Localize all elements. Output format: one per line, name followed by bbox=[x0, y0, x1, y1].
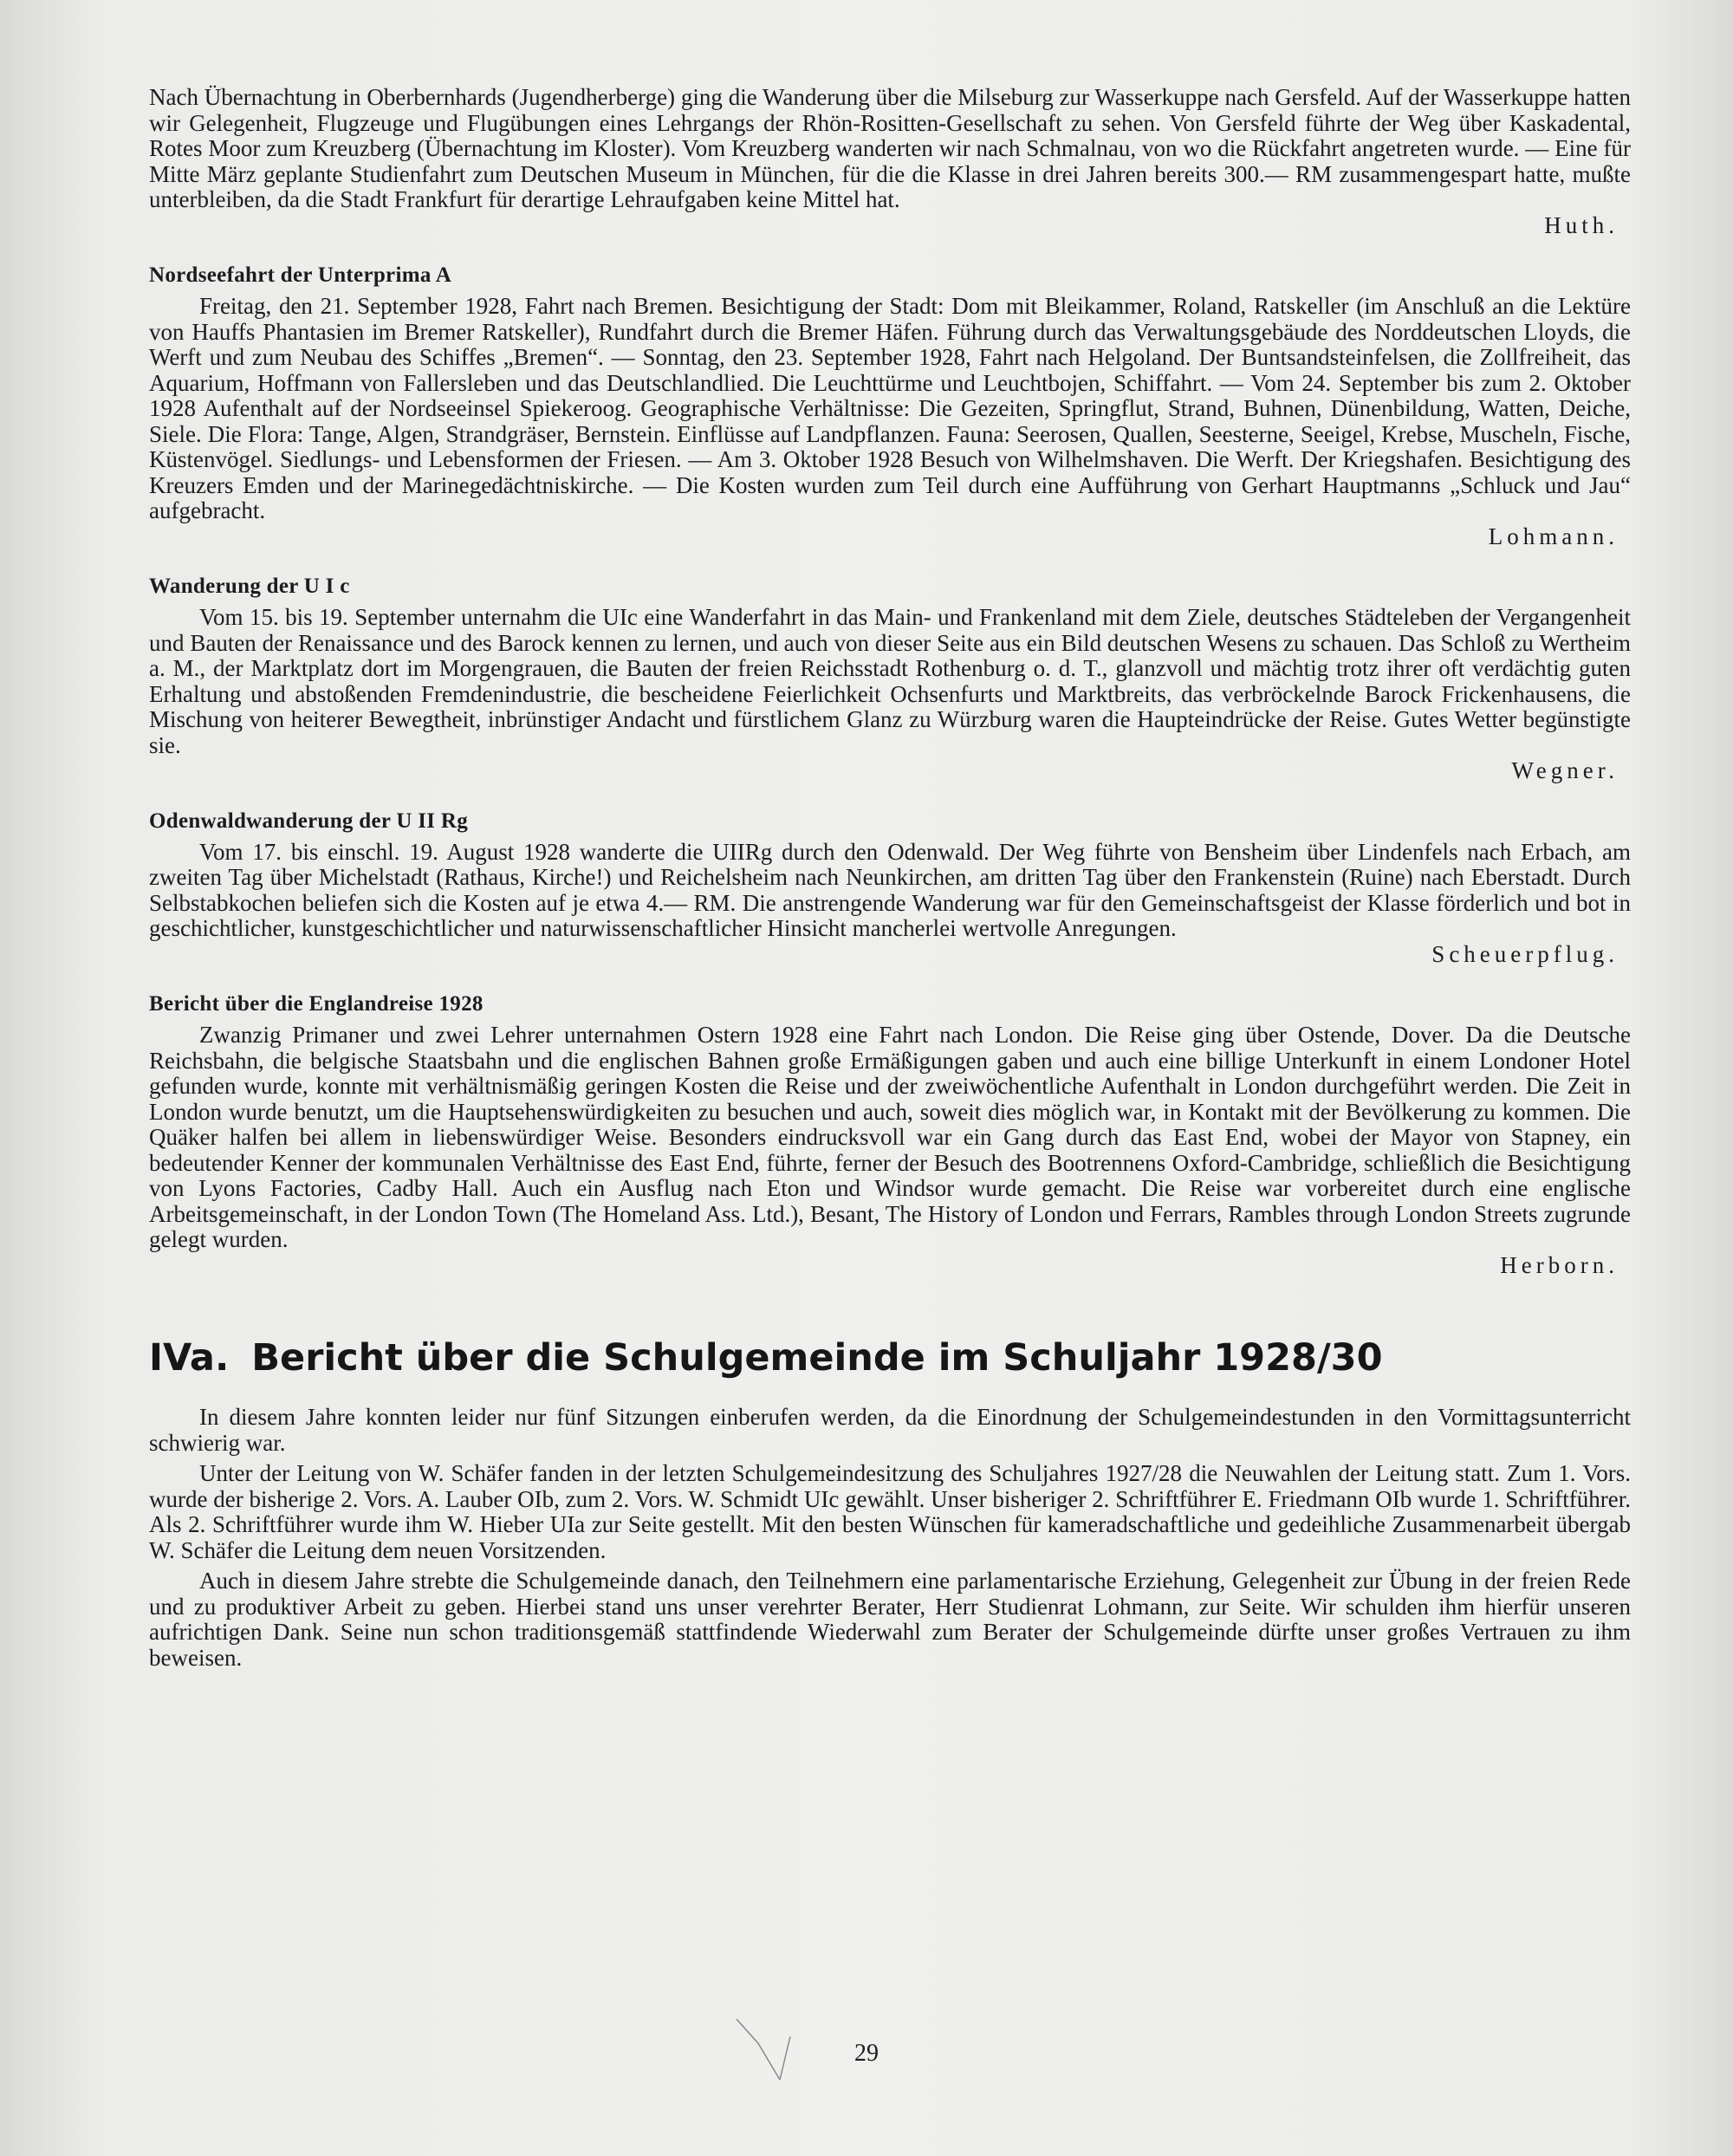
intro-signature: Huth. bbox=[1544, 211, 1619, 238]
section-signature: Herborn. bbox=[1500, 1251, 1619, 1278]
section-text: Vom 15. bis 19. September unternahm die UIc eine Wanderfahrt in das Main- und Frankenland mit dem Ziele, deutsches Städteleben der Vergangenheit und Bauten der Renaissance und des Barock kennen zu lernen, und auch von dieser Seite aus ein Bild deutschen Wesens zu schauen. Das Schloß zu Wertheim a. M., der Marktplatz dort im Morgengrauen, die Bauten der freien Reichsstadt Rothenburg o. d. T., glanzvoll und mächtig trotz ihrer oft verdächtig guten Erhaltung und abstoßenden Fremdenindustrie, die bescheidene Feierlichkeit Ochsenfurts und Marktbreits, das verbröckelnde Barock Frickenhausens, die Mischung von heiterer Bewegtheit, inbrünstiger Andacht und fürstlichem Glanz zu Würzburg waren die Haupteindrücke der Reise. Gutes Wetter begünstigte sie. bbox=[149, 604, 1631, 758]
section-englandreise bbox=[149, 991, 1631, 1278]
text-column bbox=[149, 85, 1631, 1671]
chapter-number: IVa. bbox=[149, 1336, 230, 1380]
section-wanderung-uic bbox=[149, 574, 1631, 784]
chapter-paragraph: In diesem Jahre konnten leider nur fünf Sitzungen einberufen werden, da die Einordnung der Schulgemeindestunden in den Vormittagsunterricht schwierig war. bbox=[149, 1404, 1631, 1456]
intro-paragraph: Nach Übernachtung in Oberbernhards (Jugendherberge) ging die Wanderung über die Milseburg zur Wasserkuppe nach Gersfeld. Auf der Wasserkuppe hatten wir Gelegenheit, Flugzeuge und Flugübungen eines Lehrgangs der Rhön-Rositten-Gesellschaft zu sehen. Von Gersfeld führte der Weg über Kaskadental, Rotes Moor zum Kreuzberg (Übernachtung im Kloster). Vom Kreuzberg wanderten wir nach Schmalnau, von wo die Rückfahrt angetreten wurde. — Eine für Mitte März geplante Studienfahrt zum Deutschen Museum in München, für die die Klasse in drei Jahren bereits 300.— RM zusammengespart hatte, mußte unterbleiben, da die Stadt Frankfurt für derartige Lehraufgaben keine Mittel hat. bbox=[149, 84, 1631, 212]
page-number: 29 bbox=[854, 2040, 879, 2067]
chapter-paragraph: Auch in diesem Jahre strebte die Schulgemeinde danach, den Teilnehmern eine parlamentarische Erziehung, Gelegenheit zur Übung in der freien Rede und zu produktiver Arbeit zu geben. Hierbei stand uns unser verehrter Berater, Herr Studienrat Lohmann, zur Seite. Wir schulden ihm hierfür unseren aufrichtigen Dank. Seine nun schon traditionsgemäß stattfindende Wiederwahl zum Berater der Schulgemeinde dürfte unser großes Vertrauen zu ihm beweisen. bbox=[149, 1568, 1631, 1671]
section-heading: Nordseefahrt der Unterprima A bbox=[149, 263, 452, 287]
section-signature: Wegner. bbox=[1511, 757, 1619, 783]
section-signature: Lohmann. bbox=[1488, 523, 1619, 549]
section-signature: Scheuerpflug. bbox=[1431, 940, 1619, 967]
section-odenwaldwanderung bbox=[149, 808, 1631, 968]
section-heading: Wanderung der U I c bbox=[149, 575, 350, 598]
section-heading: Odenwaldwanderung der U II Rg bbox=[149, 808, 469, 833]
section-heading: Bericht über die Englandreise 1928 bbox=[149, 992, 484, 1016]
section-text: Vom 17. bis einschl. 19. August 1928 wanderte die UIIRg durch den Odenwald. Der Weg führte von Bensheim über Lindenfels nach Erbach, am zweiten Tag über Michelstadt (Rathaus, Kirche!) und Reichelsheim nach Neunkirchen, am dritten Tag über den Frankenstein (Ruine) nach Eberstadt. Durch Selbstabkochen beliefen sich die Kosten auf je etwa 4.— RM. Die anstrengende Wanderung war für den Gemeinschaftsgeist der Klasse förderlich und bot in geschichtlicher, kunstgeschichtlicher und naturwissenschaftlicher Hinsicht mancherlei wertvolle Anregungen. bbox=[149, 838, 1631, 941]
chapter-heading bbox=[149, 1335, 1631, 1380]
section-text: Freitag, den 21. September 1928, Fahrt nach Bremen. Besichtigung der Stadt: Dom mit Bleikammer, Roland, Ratskeller (im Anschluß an die Lektüre von Hauffs Phantasien im Bremer Ratskeller), Rundfahrt durch die Bremer Häfen. Führung durch das Verwaltungsgebäude des Norddeutschen Lloyds, die Werft und zum Neubau des Schiffes „Bremen“. — Sonntag, den 23. September 1928, Fahrt nach Helgoland. Der Buntsandsteinfelsen, die Zollfreiheit, das Aquarium, Hoffmann von Fallersleben und das Deutschlandlied. Die Leuchttürme und Leuchtbojen, Schiffahrt. — Vom 24. September bis zum 2. Oktober 1928 Aufenthalt auf der Nordseeinsel Spiekeroog. Geographische Verhältnisse: Die Gezeiten, Springflut, Strand, Buhnen, Dünenbildung, Watten, Deiche, Siele. Die Flora: Tange, Algen, Strandgräser, Bernstein. Einflüsse auf Landpflanzen. Fauna: Seerosen, Quallen, Seesterne, Seeigel, Krebse, Muscheln, Fische, Küstenvögel. Siedlungs- und Lebensformen der Friesen. — Am 3. Oktober 1928 Besuch von Wilhelmshaven. Die Werft. Der Kriegshafen. Besichtigung des Kreuzers Emden und der Marinegedächtniskirche. — Die Kosten wurden zum Teil durch eine Aufführung von Gerhart Hauptmanns „Schluck und Jau“ aufgebracht. bbox=[149, 293, 1631, 523]
section-text: Zwanzig Primaner und zwei Lehrer unternahmen Ostern 1928 eine Fahrt nach London. Die Reise ging über Ostende, Dover. Da die Deutsche Reichsbahn, die belgische Staatsbahn und die englischen Bahnen große Ermäßigungen gaben und auch eine billige Unterkunft in einem Londoner Hotel gefunden wurde, konnte mit verhältnismäßig geringen Kosten die Reise und der zweiwöchentliche Aufenthalt in London durchgeführt werden. Die Zeit in London wurde benutzt, um die Hauptsehenswürdigkeiten zu besuchen und auch, soweit dies möglich war, in Kontakt mit der Bevölkerung zu kommen. Die Quäker halfen bei allem in liebenswürdiger Weise. Besonders eindrucksvoll war ein Gang durch das East End, wobei der Mayor von Stapney, ein bedeutender Kenner der kommunalen Verhältnisse des East End, führte, ferner der Besuch des Bootrennens Oxford-Cambridge, schließlich die Besichtigung von Lyons Factories, Cadby Hall. Auch ein Ausflug nach Eton und Windsor wurde gemacht. Die Reise war vorbereitet durch eine englische Arbeitsgemeinschaft, in der London Town (The Homeland Ass. Ltd.), Besant, The History of London und Ferrars, Rambles through London Streets zugrunde gelegt wurden. bbox=[149, 1022, 1631, 1252]
section-nordseefahrt bbox=[149, 263, 1631, 549]
chapter-paragraph: Unter der Leitung von W. Schäfer fanden in der letzten Schulgemeindesitzung des Schuljahres 1927/28 die Neuwahlen der Leitung statt. Zum 1. Vors. wurde der bisherige 2. Vors. A. Lauber OIb, zum 2. Vors. W. Schmidt UIc gewählt. Unser bisheriger 2. Schriftführer E. Friedmann OIb wurde 1. Schriftführer. Als 2. Schriftführer wurde ihm W. Hieber UIa zur Seite gestellt. Mit den besten Wünschen für kameradschaftliche und gedeihliche Zusammenarbeit übergab W. Schäfer die Leitung dem neuen Vorsitzenden. bbox=[149, 1460, 1631, 1563]
chapter-title: Bericht über die Schulgemeinde im Schuljahr 1928/30 bbox=[251, 1336, 1383, 1380]
